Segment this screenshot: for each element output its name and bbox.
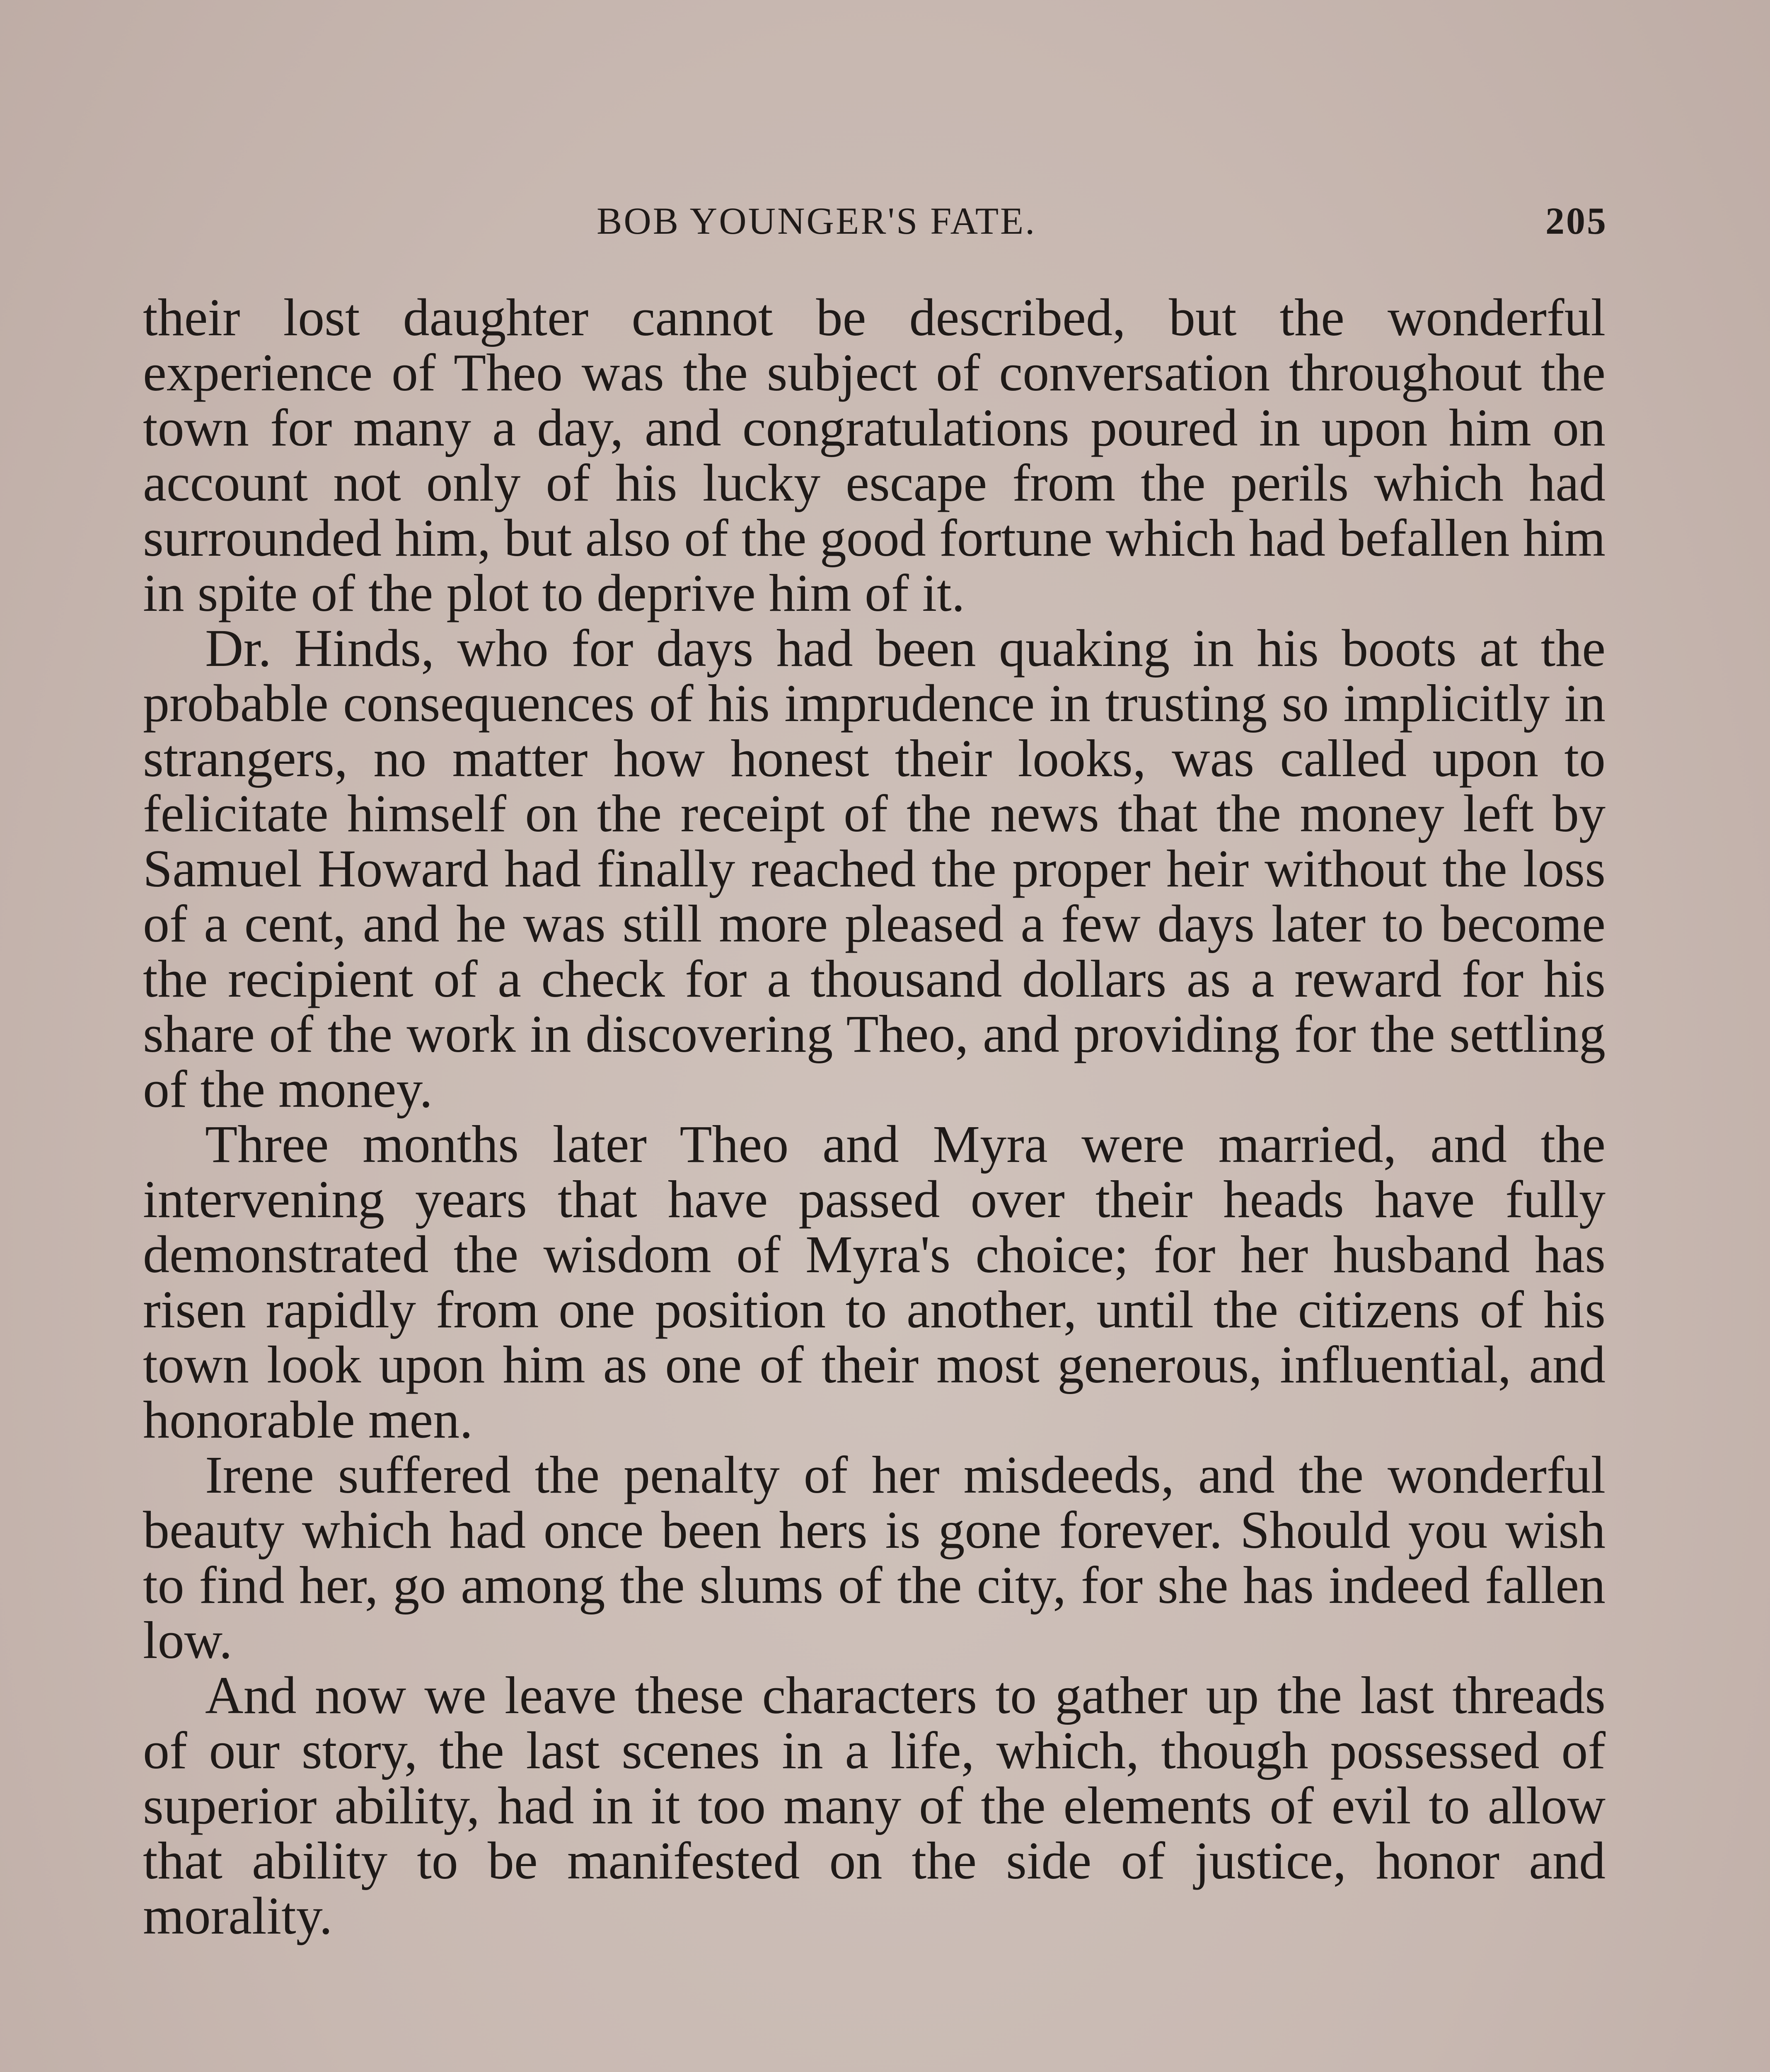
paragraph-dr-hinds: Dr. Hinds, who for days had been quaking in his boots at the probable consequences of his imprudence in trusting so implicitly in strangers, no matter how honest their looks, was called upon to felicitate himself on the receipt of the news that the money left by Samuel Howard had finally reached the proper heir without the loss of a cent, and he was still more pleased a few days later to become the recipient of a check for a thousand dollars as a reward for his share of the work in discovering Theo, and providing for the settling of the money. (143, 619, 1606, 1118)
page-number: 205 (1545, 200, 1608, 242)
running-title: BOB YOUNGER'S FATE. (597, 200, 1037, 242)
paragraph-marriage: Three months later Theo and Myra were married, and the intervening years that have passed over their heads have fully demonstrated the wisdom of Myra's choice; for her husband has risen rapidly from one position to another, until the citizens of his town look upon him as one of their most generous, influential, and honorable men. (143, 1115, 1606, 1449)
body-text (143, 290, 1606, 1944)
paragraph-conclusion: And now we leave these characters to gather up the last threads of our story, the last scenes in a life, which, though possessed of superior ability, had in it too many of the elements of evil to allow that ability to be manifested on the side of justice, honor and morality. (143, 1666, 1606, 1945)
paragraph-continued: their lost daughter cannot be described, but the wonderful experience of Theo was the subject of conversation throughout the town for many a day, and congratulations poured in upon him on account not only of his lucky escape from the perils which had surrounded him, but also of the good fortune which had befallen him in spite of the plot to deprive him of it. (143, 288, 1606, 622)
running-head (145, 199, 1608, 249)
paragraph-irene: Irene suffered the penalty of her misdeeds, and the wonderful beauty which had once been hers is gone forever. Should you wish to find her, go among the slums of the city, for she has indeed fallen low. (143, 1445, 1606, 1670)
